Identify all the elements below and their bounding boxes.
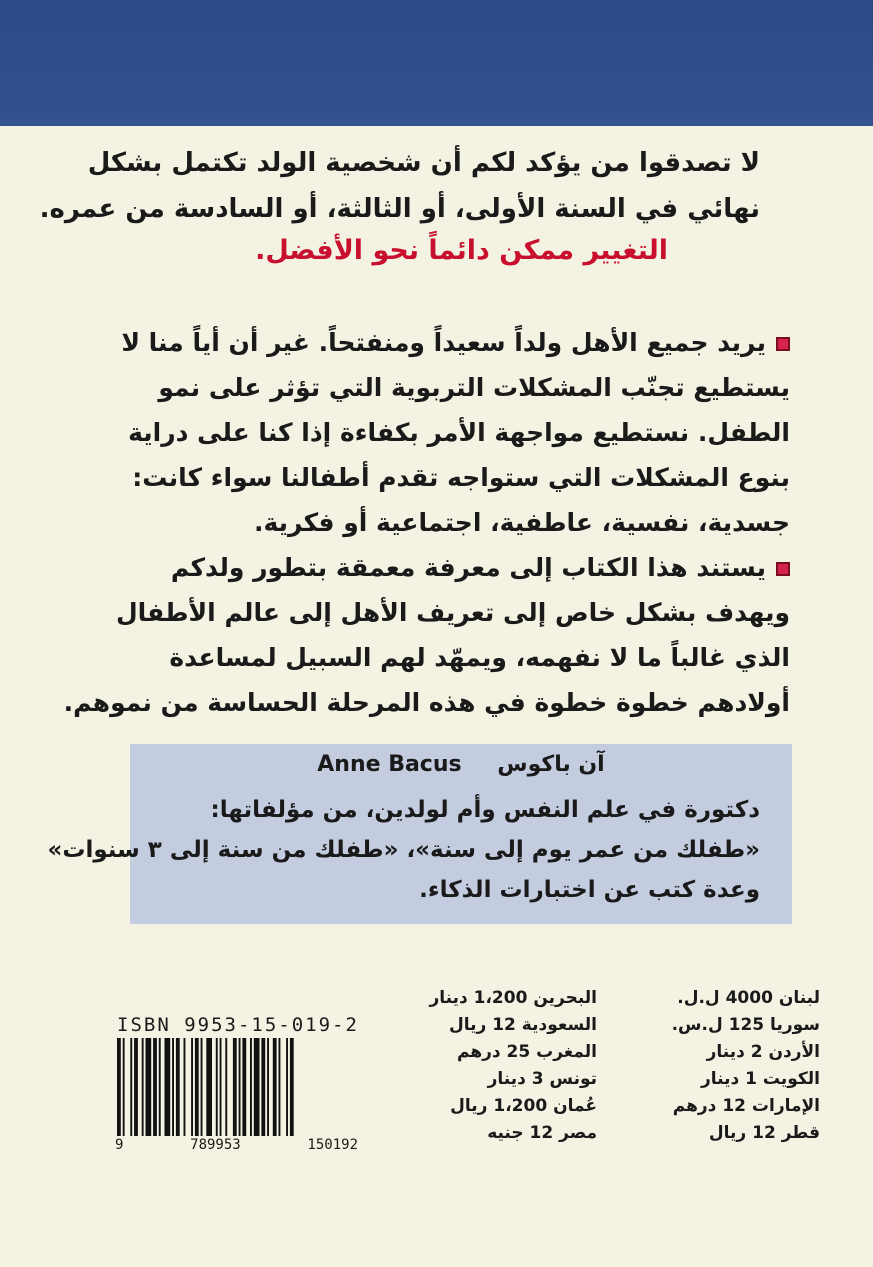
barcode-bar — [195, 1038, 199, 1136]
price-item: الكويت 1 دينار — [700, 1069, 820, 1089]
author-name-ar: آن باكوس — [497, 752, 605, 777]
author-box — [47, 744, 792, 924]
price-item: مصر 12 جنيه — [487, 1123, 597, 1143]
price-list-right — [620, 985, 820, 1147]
barcode-bar — [159, 1038, 161, 1136]
barcode-bar — [220, 1038, 222, 1136]
barcode-bar — [239, 1038, 241, 1136]
barcode-bar — [279, 1038, 281, 1136]
author-bio-line: «طفلك من عمر يوم إلى سنة»، «طفلك من سنة إلى ٣ سنوات» — [47, 837, 760, 863]
barcode-bar — [176, 1038, 180, 1136]
intro-line: نهائي في السنة الأولى، أو الثالثة، أو السادسة من عمره. — [39, 194, 760, 224]
price-item: تونس 3 دينار — [487, 1069, 597, 1089]
barcode-bar — [146, 1038, 152, 1136]
top-color-band — [0, 0, 873, 126]
author-bio-line: وعدة كتب عن اختبارات الذكاء. — [419, 877, 760, 903]
price-list-middle — [405, 985, 597, 1147]
intro-line: لا تصدقوا من يؤكد لكم أن شخصية الولد تكتمل بشكل — [87, 148, 760, 178]
barcode-bar — [216, 1038, 218, 1136]
paragraph-line: أولادهم خطوة خطوة في هذه المرحلة الحساسة من نموهم. — [63, 688, 790, 717]
price-item: عُمان 1،200 ريال — [450, 1096, 597, 1116]
barcode-bar — [233, 1038, 237, 1136]
barcode-digit-group: 9 — [115, 1137, 124, 1153]
paragraph-line: يريد جميع الأهل ولداً سعيداً ومنفتحاً. غير أن أياً منا لا — [110, 320, 790, 365]
barcode-bar — [153, 1038, 157, 1136]
paragraph-line: يستند هذا الكتاب إلى معرفة معمقة بتطور ولدكم — [110, 545, 790, 590]
barcode-bar — [172, 1038, 174, 1136]
barcode-bar — [123, 1038, 125, 1136]
barcode-bar — [261, 1038, 265, 1136]
price-item: المغرب 25 درهم — [456, 1042, 597, 1062]
barcode-bar — [250, 1038, 252, 1136]
barcode-bar — [117, 1038, 121, 1136]
price-item: البحرين 1،200 دينار — [429, 988, 597, 1008]
highlight-slogan: التغيير ممكن دائماً نحو الأفضل. — [255, 235, 668, 266]
author-name-en: Anne Bacus — [317, 752, 462, 777]
barcode-digit-group: 150192 — [307, 1137, 358, 1153]
paragraph-line: ويهدف بشكل خاص إلى تعريف الأهل إلى عالم الأطفال — [115, 598, 790, 627]
price-item: سوريا 125 ل.س. — [671, 1015, 820, 1035]
barcode-bar — [142, 1038, 144, 1136]
isbn-label: ISBN 9953-15-019-2 — [117, 1014, 359, 1036]
barcode-icon — [115, 1038, 358, 1136]
price-item: الإمارات 12 درهم — [672, 1096, 820, 1116]
barcode-bar — [286, 1038, 288, 1136]
barcode-bar — [134, 1038, 138, 1136]
author-bio-line: دكتورة في علم النفس وأم لولدين، من مؤلفاتها: — [210, 797, 760, 823]
intro-text — [39, 140, 760, 232]
barcode-bar — [267, 1038, 269, 1136]
barcode-bar — [254, 1038, 260, 1136]
paragraph-line: بنوع المشكلات التي ستواجه تقدم أطفالنا سواء كانت: — [132, 463, 790, 492]
price-item: قطر 12 ريال — [708, 1123, 820, 1143]
paragraph-2 — [63, 545, 790, 725]
barcode-digit-group: 789953 — [190, 1137, 241, 1153]
bullet-icon — [776, 562, 790, 576]
bullet-icon — [776, 337, 790, 351]
barcode-bar — [273, 1038, 277, 1136]
author-bio — [47, 790, 760, 910]
barcode-bar — [184, 1038, 186, 1136]
barcode-bar — [242, 1038, 246, 1136]
barcode-bar — [130, 1038, 132, 1136]
paragraph-1 — [110, 320, 790, 545]
barcode-bar — [201, 1038, 203, 1136]
barcode-bar — [225, 1038, 227, 1136]
paragraph-line: الطفل. نستطيع مواجهة الأمر بكفاءة إذا كنا على دراية — [128, 418, 790, 447]
barcode-bar — [206, 1038, 212, 1136]
paragraph-line: يستطيع تجنّب المشكلات التربوية التي تؤثر على نمو — [158, 373, 790, 402]
price-item: السعودية 12 ريال — [448, 1015, 597, 1035]
price-item: لبنان 4000 ل.ل. — [677, 988, 820, 1008]
barcode-number — [115, 1137, 358, 1153]
barcode-bar — [290, 1038, 294, 1136]
author-name — [130, 752, 792, 777]
barcode-bar — [191, 1038, 193, 1136]
paragraph-line: الذي غالباً ما لا نفهمه، ويمهّد لهم السبيل لمساعدة — [169, 643, 790, 672]
paragraph-line: جسدية، نفسية، عاطفية، اجتماعية أو فكرية. — [253, 508, 790, 537]
barcode-bar — [165, 1038, 171, 1136]
price-item: الأردن 2 دينار — [706, 1042, 820, 1062]
